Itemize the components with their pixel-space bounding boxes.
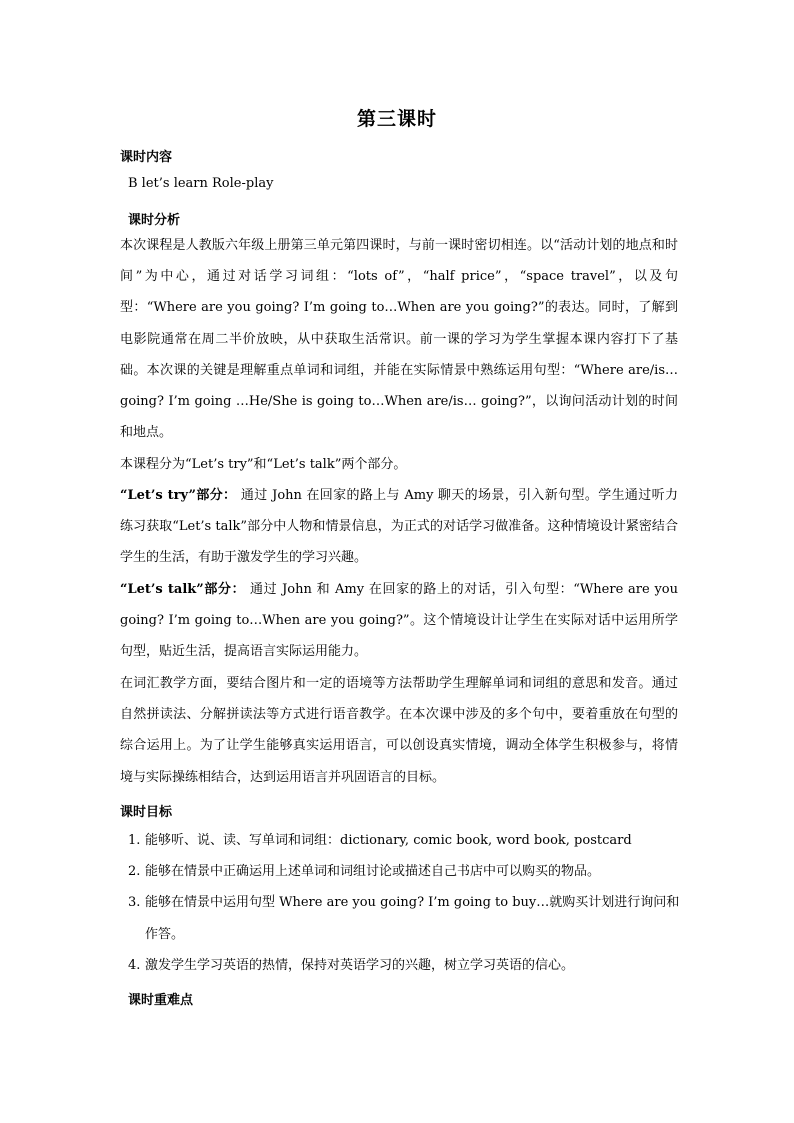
goal-item xyxy=(128,950,680,982)
lets-try-text: 通过 John 在回家的路上与 Amy 聊天的场景，引入新句型。学生通过听力练习获取“Let’s talk”部分中人物和情景信息，为正式的对话学习做准备。这种情境设计紧密结合学生的生活，有助于激发学生的学习兴趣。 xyxy=(120,488,678,566)
goal-number: 1. xyxy=(128,833,141,848)
lets-talk-label: “Let’s talk”部分： xyxy=(120,582,246,597)
page-title: 第三课时 xyxy=(356,108,437,130)
lets-talk-paragraph xyxy=(120,574,678,668)
content-heading: 课时内容 xyxy=(120,150,173,165)
analysis-paragraph-2: 本课程分为“Let’s try”和“Let’s talk”两个部分。 xyxy=(120,457,407,472)
lets-talk-text: 通过 John 和 Amy 在回家的路上的对话，引入句型：“Where are you going? I’m going to…When are you going?”。这个情境设计让学生在实际对话中运用所学句型，贴近生活，提高语言实际运用能力。 xyxy=(120,582,678,660)
goal-text: 能够听、说、读、写单词和词组：dictionary, comic book, word book, postcard xyxy=(145,833,632,848)
goal-number: 3. xyxy=(128,895,141,910)
goal-text: 能够在情景中正确运用上述单词和词组讨论或描述自己书店中可以购买的物品。 xyxy=(145,864,601,879)
lets-try-label: “Let’s try”部分： xyxy=(120,488,237,503)
content-text: B let’s learn Role-play xyxy=(128,176,274,191)
goal-number: 2. xyxy=(128,864,141,879)
goal-text: 激发学生学习英语的热情，保持对英语学习的兴趣，树立学习英语的信心。 xyxy=(145,958,575,973)
lets-try-paragraph xyxy=(120,480,678,574)
analysis-paragraph-1: 本次课程是人教版六年级上册第三单元第四课时，与前一课时密切相连。以“活动计划的地点和时间”为中心，通过对话学习词组：“lots of”，“half price”，“space travel”，以及句型：“Where are you going? I’m going to…When are you going?”的表达。同时，了解到电影院通常在周二半价放映，从中获取生活常识。前一课的学习为学生掌握本课内容打下了基础。本次课的关键是理解重点单词和词组，并能在实际情景中熟练运用句型：“Where are/is… going? I’m going …He/She is going to…When are/is… going?”，以询问活动计划的时间和地点。 xyxy=(120,238,678,441)
focus-heading: 课时重难点 xyxy=(128,993,194,1008)
analysis-paragraph-3: 在词汇教学方面，要结合图片和一定的语境等方法帮助学生理解单词和词组的意思和发音。通过自然拼读法、分解拼读法等方式进行语音教学。在本次课中涉及的多个句中，要着重放在句型的综合运用上。为了让学生能够真实运用语言，可以创设真实情境，调动全体学生积极参与，将情境与实际操练相结合，达到运用语言并巩固语言的目标。 xyxy=(120,676,678,785)
goal-item xyxy=(128,825,680,857)
goals-heading: 课时目标 xyxy=(120,805,173,820)
goal-item xyxy=(128,887,680,950)
goal-item xyxy=(128,856,680,888)
goal-number: 4. xyxy=(128,958,141,973)
analysis-heading: 课时分析 xyxy=(128,213,181,228)
goal-text: 能够在情景中运用句型 Where are you going? I’m going to buy…就购买计划进行询问和作答。 xyxy=(145,895,680,942)
